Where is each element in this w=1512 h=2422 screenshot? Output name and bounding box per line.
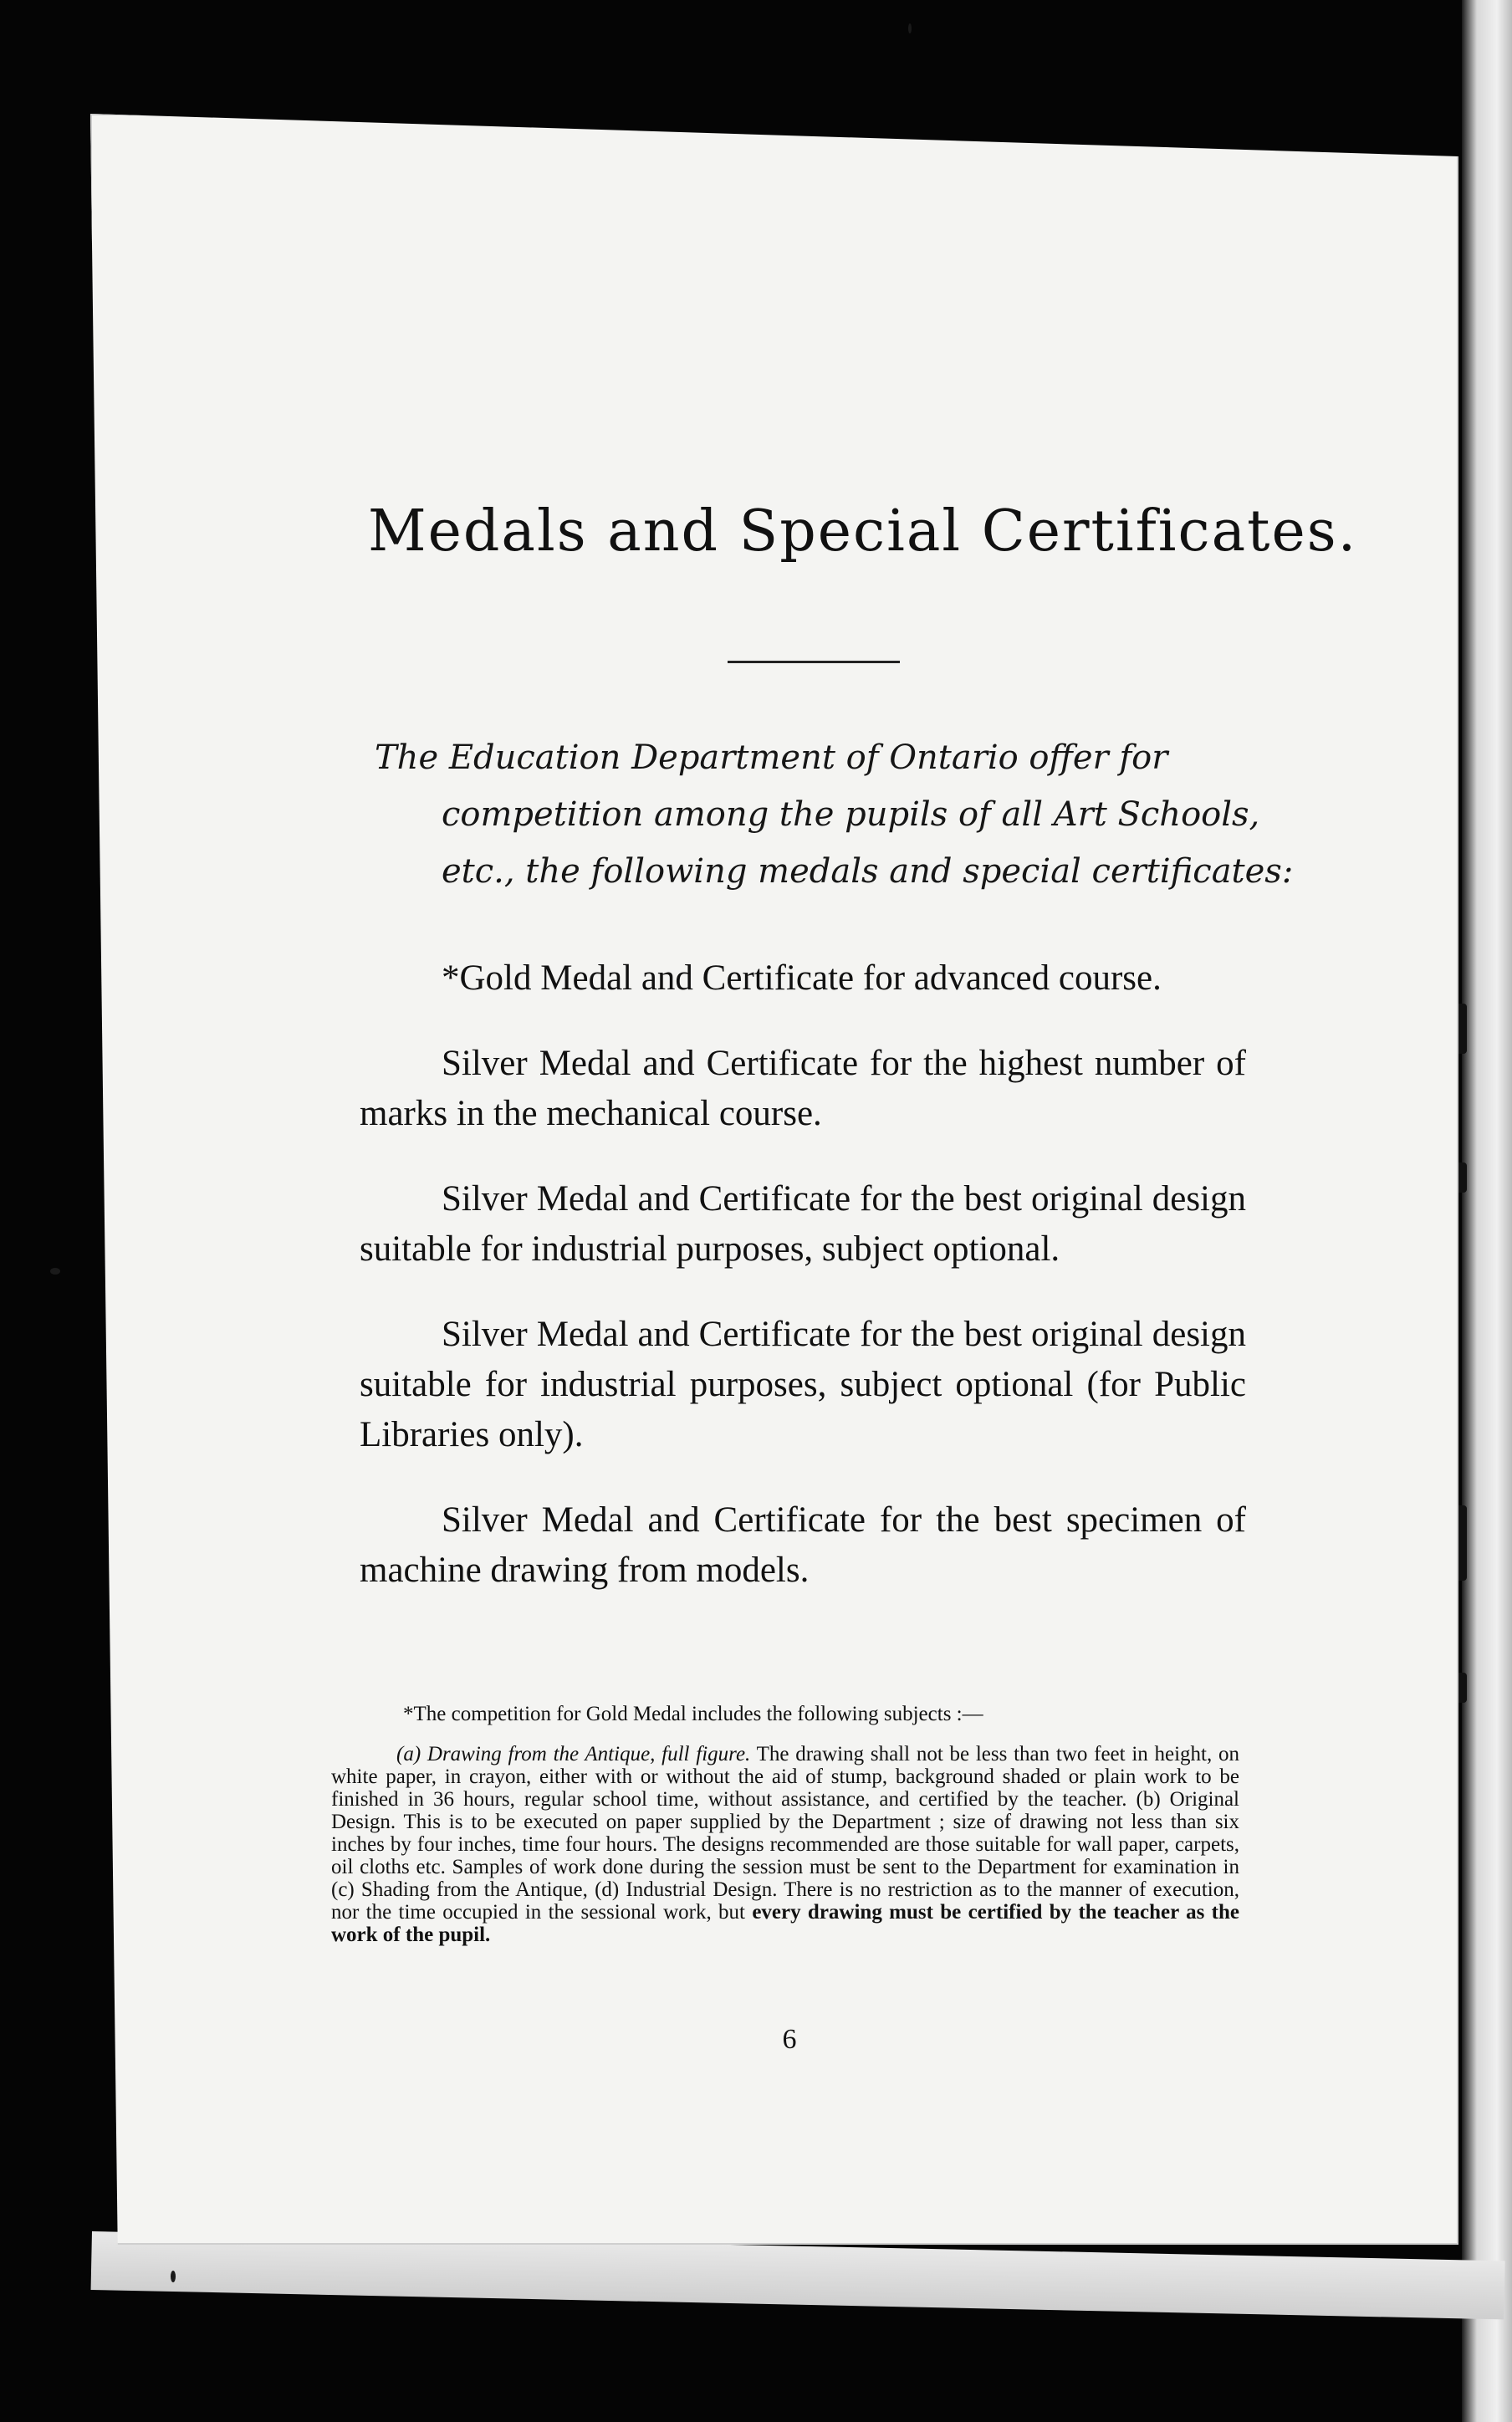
medal-item-mechanical: Silver Medal and Certificate for the highest number of marks in the mechanical course. (360, 1044, 1246, 1133)
scan-speck (171, 2271, 176, 2282)
intro-paragraph: The Education Department of Ontario offer for competition among the pupils of all Art Schools, etc., the following medals and special certificates: (375, 738, 1294, 891)
footnote-text: The drawing shall not be less than two feet in height, on white paper, in crayon, either with or without the aid of stump, background shaded or plain work to be finished in 36 hours, regular school time, without assistance, and certified by the teacher. (b) Original Design. This is to be executed on paper supplied by the Department ; size of drawing not less than six inches by four inches, time four hours. The designs recommended are those suitable for wall paper, carpets, oil cloths etc. Samples of work done during the session must be sent to the Department for examination in (c) Shading from the Antique, (d) Industrial Design. There is no restriction as to the manner of execution, nor the time occupied in the sessional work, but (331, 1743, 1239, 1924)
page-heading: Medals and Special Certificates. (368, 498, 1358, 565)
heading-divider (728, 661, 900, 663)
footnote-body (331, 1743, 1239, 1946)
footnote-lead: (a) Drawing from the Antique, full figure. (396, 1743, 751, 1765)
scan-speck (50, 1268, 60, 1275)
footnote-emphasis: every drawing must be certified by the teacher as the work of the pupil. (331, 1901, 1239, 1946)
footnote-heading: *The competition for Gold Medal includes the following subjects :— (403, 1703, 983, 1725)
scan-speck (908, 23, 912, 33)
adjacent-page-edge (1462, 0, 1512, 2422)
medal-item-gold: *Gold Medal and Certificate for advanced course. (442, 958, 1162, 998)
medal-item-machine-drawing: Silver Medal and Certificate for the best specimen of machine drawing from models. (360, 1500, 1246, 1590)
page-number: 6 (782, 2024, 797, 2055)
medal-list (360, 953, 1246, 1631)
medal-item-industrial-design: Silver Medal and Certificate for the best original design suitable for industrial purposes, subject optional. (360, 1179, 1246, 1269)
footnote (331, 1701, 1239, 1946)
medal-item-public-libraries: Silver Medal and Certificate for the best original design suitable for industrial purposes, subject optional (for Public Libraries only). (360, 1315, 1246, 1454)
